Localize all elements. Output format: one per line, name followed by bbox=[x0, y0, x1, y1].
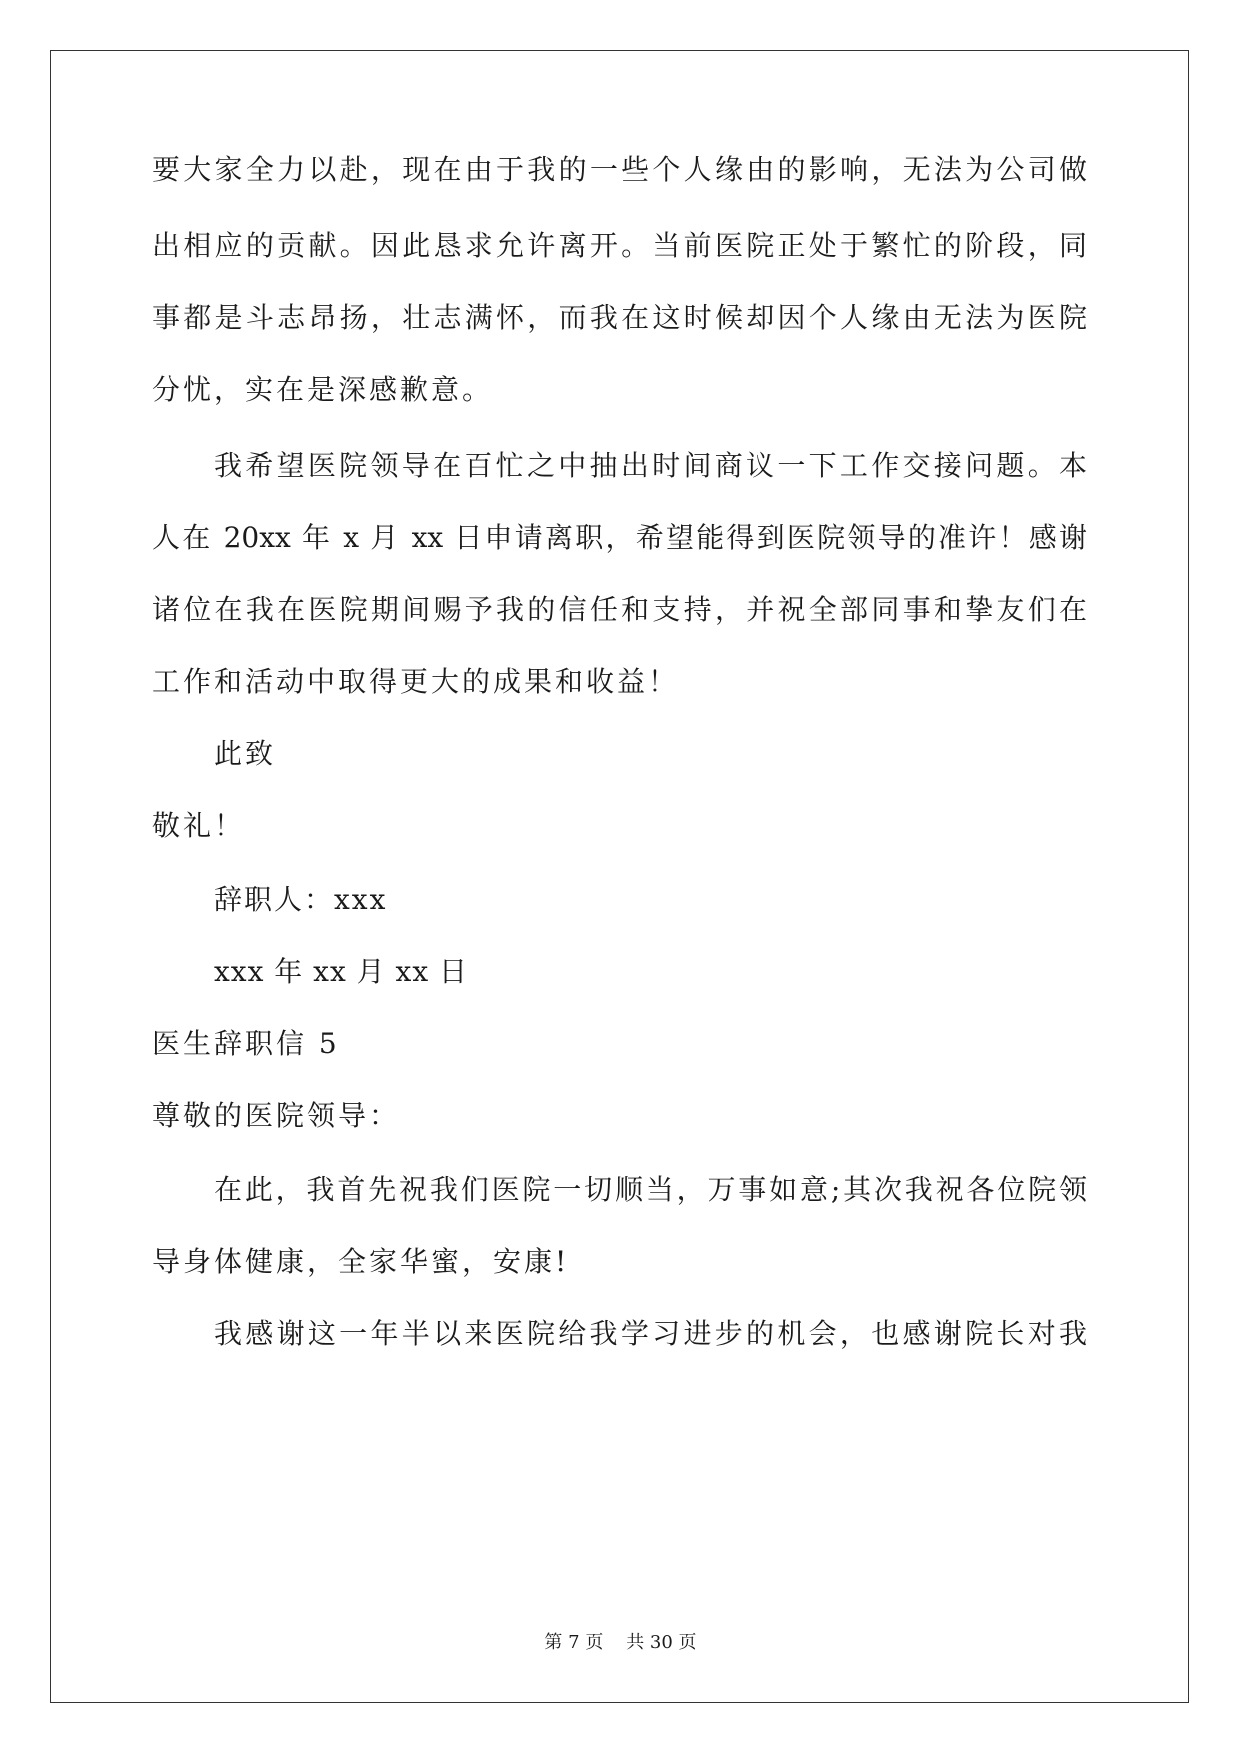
body-line-8: 工作和活动中取得更大的成果和收益！ bbox=[152, 665, 680, 698]
date-line: xxx 年 xx 月 xx 日 bbox=[214, 955, 469, 988]
salutation: 敬礼！ bbox=[152, 809, 246, 842]
body-line-1: 要大家全力以赴，现在由于我的一些个人缘由的影响，无法为公司做 bbox=[152, 153, 1087, 186]
body-line-7: 诸位在我在医院期间赐予我的信任和支持，并祝全部同事和挚友们在 bbox=[152, 593, 1087, 626]
section-heading: 医生辞职信 5 bbox=[152, 1027, 340, 1060]
body-line-3: 事都是斗志昂扬，壮志满怀，而我在这时候却因个人缘由无法为医院 bbox=[152, 301, 1087, 334]
page-number: 第 7 页 共 30 页 bbox=[544, 1632, 697, 1653]
body-line-17: 我感谢这一年半以来医院给我学习进步的机会，也感谢院长对我 bbox=[214, 1317, 1087, 1350]
greeting: 尊敬的医院领导： bbox=[152, 1099, 401, 1132]
body-line-6: 人在 20xx 年 x 月 xx 日申请离职，希望能得到医院领导的准许！感谢 bbox=[152, 521, 1087, 554]
signature-line: 辞职人：xxx bbox=[214, 883, 388, 916]
body-line-2: 出相应的贡献。因此恳求允许离开。当前医院正处于繁忙的阶段，同 bbox=[152, 229, 1087, 262]
paragraph-start-line: 我希望医院领导在百忙之中抽出时间商议一下工作交接问题。本 bbox=[214, 449, 1087, 482]
body-line-4: 分忧，实在是深感歉意。 bbox=[152, 373, 494, 406]
body-line-15: 在此，我首先祝我们医院一切顺当，万事如意;其次我祝各位院领 bbox=[214, 1173, 1087, 1206]
body-line-16: 导身体健康，全家华蜜，安康! bbox=[152, 1245, 570, 1278]
closing-phrase: 此致 bbox=[214, 737, 277, 770]
